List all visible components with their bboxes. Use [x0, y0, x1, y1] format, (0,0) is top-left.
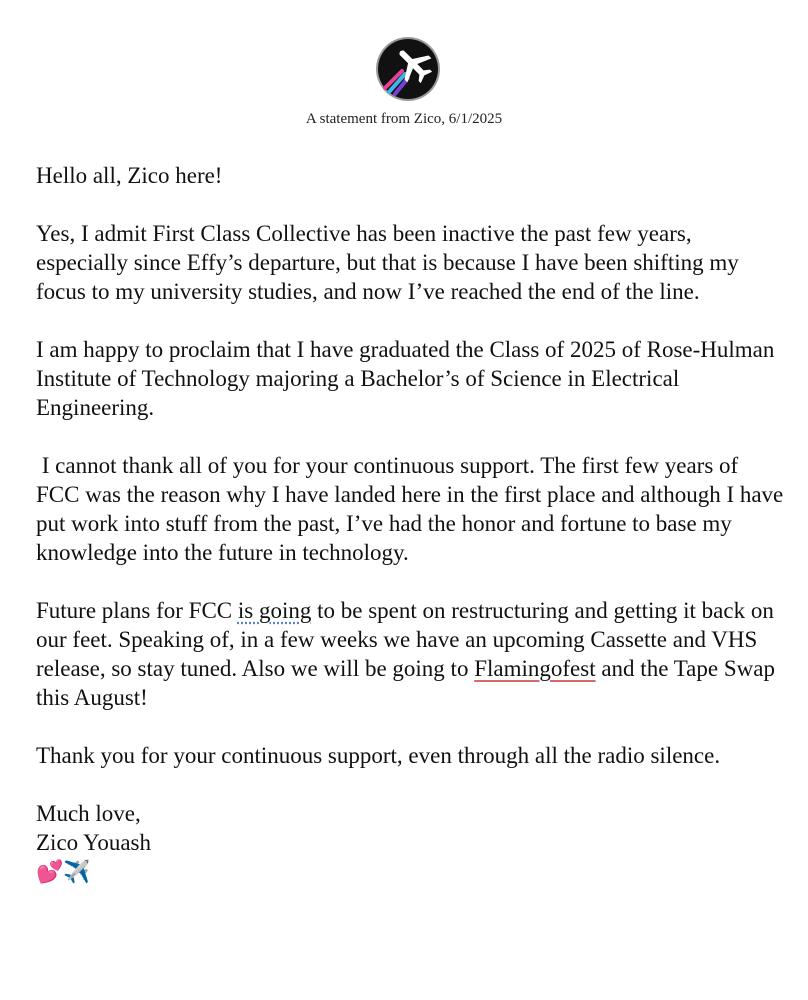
paragraph-inactivity: Yes, I admit First Class Collective has been inactive the past few years, especially since Effy’s departure, but that is because I have been shifting my focus to my university studies, and now I’ve reached the end of the line.	[36, 221, 739, 304]
closing: Much love,	[36, 801, 141, 826]
airplane-icon: ✈️	[63, 859, 91, 884]
emoji-row	[36, 859, 786, 885]
paragraph-graduation: I am happy to proclaim that I have graduated the Class of 2025 of Rose-Hulman Institute of Technology majoring a Bachelor’s of Science in Electrical Engineering.	[36, 337, 775, 420]
signature: Zico Youash	[36, 830, 152, 855]
future-plans-text-2: to be spent on restructuring and getting it back on our feet. Speaking of, in a few weeks we have an upcoming Cassette and VHS release, so stay tuned. Also we will be going to	[36, 598, 774, 681]
letter-body	[36, 161, 790, 885]
future-plans-text-1: Future plans for FCC	[36, 598, 238, 623]
future-plans-text-3: and the Tape Swap this August!	[36, 656, 775, 710]
greeting: Hello all, Zico here!	[36, 163, 223, 188]
paragraph-thank-you: Thank you for your continuous support, even through all the radio silence.	[36, 743, 721, 768]
paragraph-thanks: I cannot thank all of you for your continuous support. The first few years of FCC was the reason why I have landed here in the first place and although I have put work into stuff from the past, I’ve had the honor and fortune to base my knowledge into the future in technology.	[36, 453, 790, 565]
spelling-flagged-word: Flamingofest	[474, 656, 596, 681]
statement-subtitle: A statement from Zico, 6/1/2025	[305, 111, 503, 127]
hearts-icon: 💕	[36, 859, 64, 884]
paragraph-future-plans	[36, 596, 786, 712]
grammar-flagged-phrase: is going	[237, 598, 312, 623]
airplane-logo-icon	[375, 36, 441, 102]
